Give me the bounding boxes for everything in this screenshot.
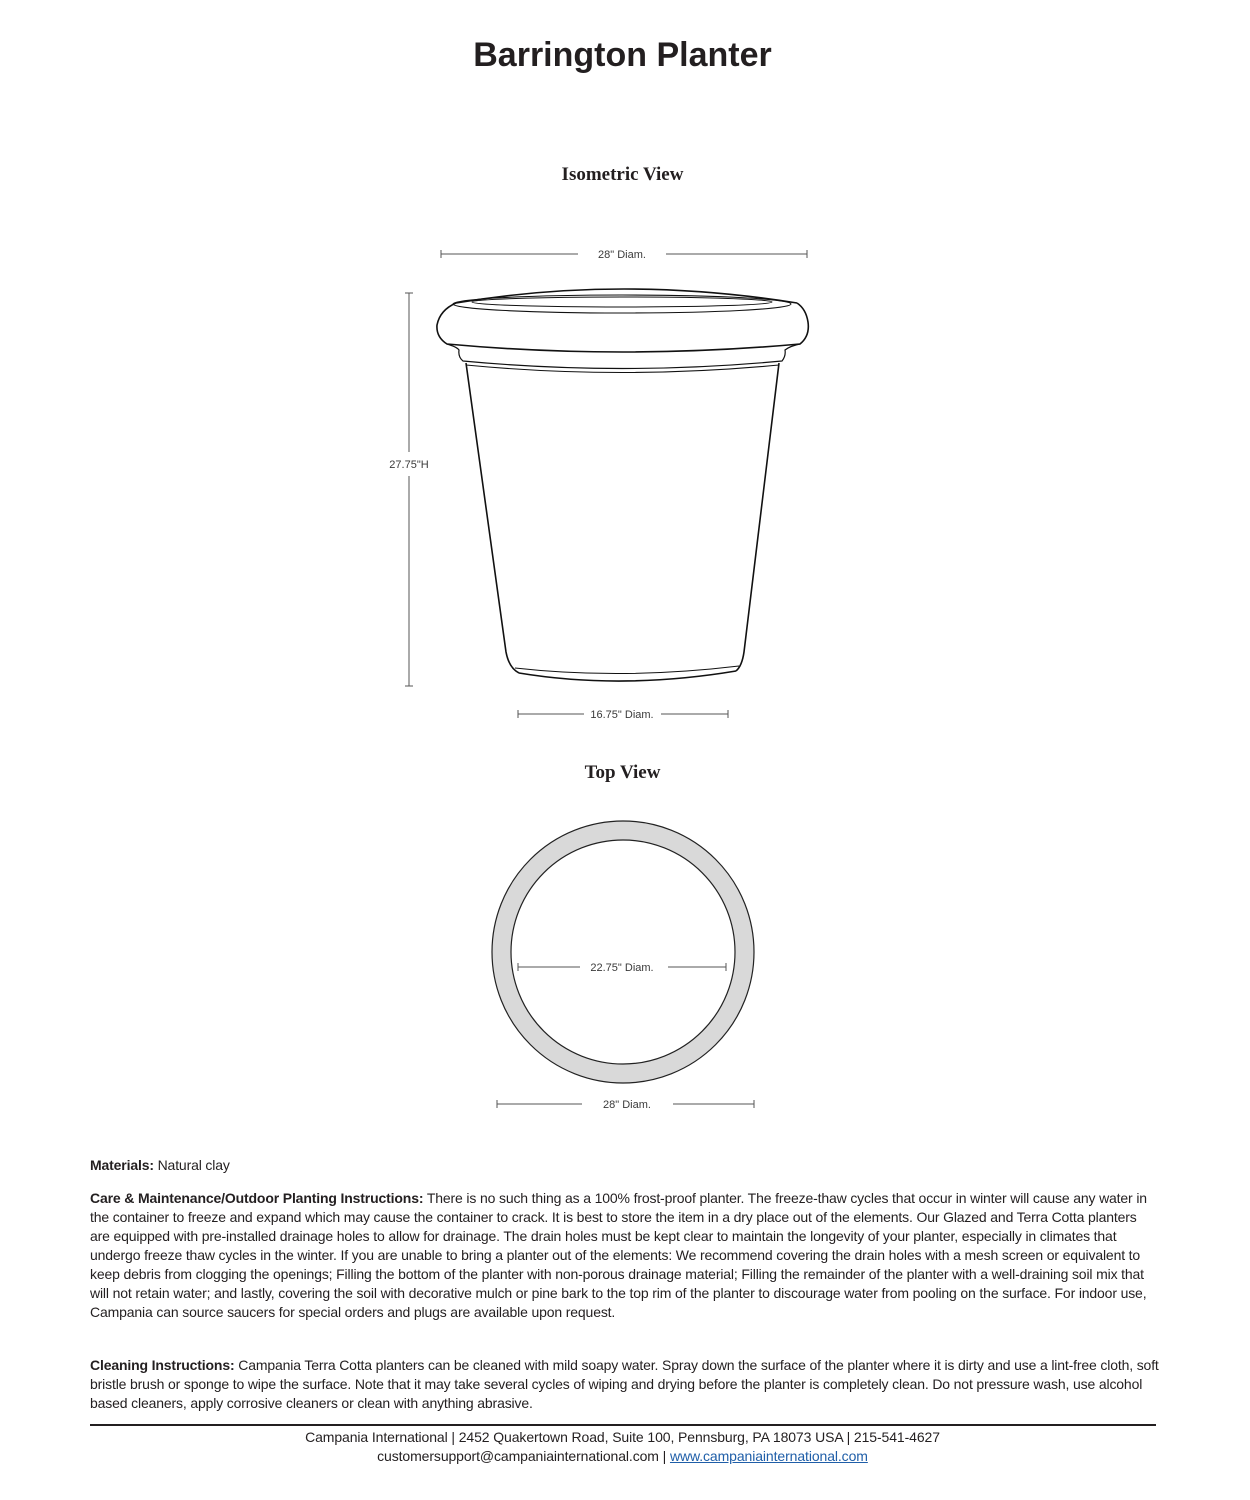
footer-address: Campania International | 2452 Quakertown Road, Suite 100, Pennsburg, PA 18073 USA | 215-541-4627 (305, 1429, 940, 1445)
footer-divider (90, 1424, 1156, 1426)
care-text: There is no such thing as a 100% frost-proof planter. The freeze-thaw cycles that occur in winter will cause any water in the container to freeze and expand which may cause the container to crack. It is best to store the item in a dry place out of the elements. Our Glazed and Terra Cotta planters are equipped with pre-installed drainage holes to allow for drainage. The drain holes must be kept clear to maintain the longevity of your planter, especially in climates that undergo freeze thaw cycles in the winter. If you are unable to bring a planter out of the elements: We recommend covering the drain holes with a mesh screen or equivalent to keep debris from clogging the openings; Filling the bottom of the planter with non-porous drainage material; Filling the remainder of the planter with a well-draining soil mix that will not retain water; and lastly, covering the soil with decorative mulch or pine bark to the top rim of the planter to discourage water from pooling on the surface. For indoor use, Campania can source saucers for special orders and plugs are available upon request. (90, 1190, 1147, 1320)
outer-diameter-label: 28" Diam. (603, 1099, 651, 1111)
footer-contact (0, 1448, 1245, 1464)
footer-email[interactable]: customersupport@campaniainternational.com (377, 1448, 659, 1464)
top-view-heading: Top View (584, 762, 661, 783)
cleaning-label: Cleaning Instructions: (90, 1357, 235, 1373)
inner-opening-circle (511, 840, 735, 1064)
materials-section (90, 1156, 1160, 1175)
outer-diameter-dimension (497, 1099, 754, 1111)
bottom-diameter-label: 16.75" Diam. (590, 709, 654, 721)
footer-separator: | (658, 1448, 670, 1464)
cleaning-section (90, 1356, 1160, 1413)
care-label: Care & Maintenance/Outdoor Planting Instructions: (90, 1190, 424, 1206)
cleaning-text: Campania Terra Cotta planters can be cleaned with mild soapy water. Spray down the surface of the planter where it is dirty and use a lint-free cloth, soft bristle brush or sponge to wipe the surface. Note that it may take several cycles of wiping and drying before the planter is completely clean. Do not pressure wash, use alcohol based cleaners, apply corrosive cleaners or clean with anything abrasive. (90, 1357, 1159, 1411)
materials-label: Materials: (90, 1157, 154, 1173)
materials-text: Natural clay (153, 1157, 230, 1173)
website-link[interactable]: www.campaniainternational.com (669, 1448, 868, 1464)
document-title: Barrington Planter (473, 36, 772, 74)
inner-diameter-label: 22.75" Diam. (590, 962, 654, 974)
isometric-view-heading: Isometric View (561, 164, 684, 185)
height-label: 27.75"H (389, 459, 429, 471)
care-section (90, 1189, 1160, 1322)
top-view-ring (492, 821, 754, 1083)
top-diameter-label: 28" Diam. (598, 249, 646, 261)
